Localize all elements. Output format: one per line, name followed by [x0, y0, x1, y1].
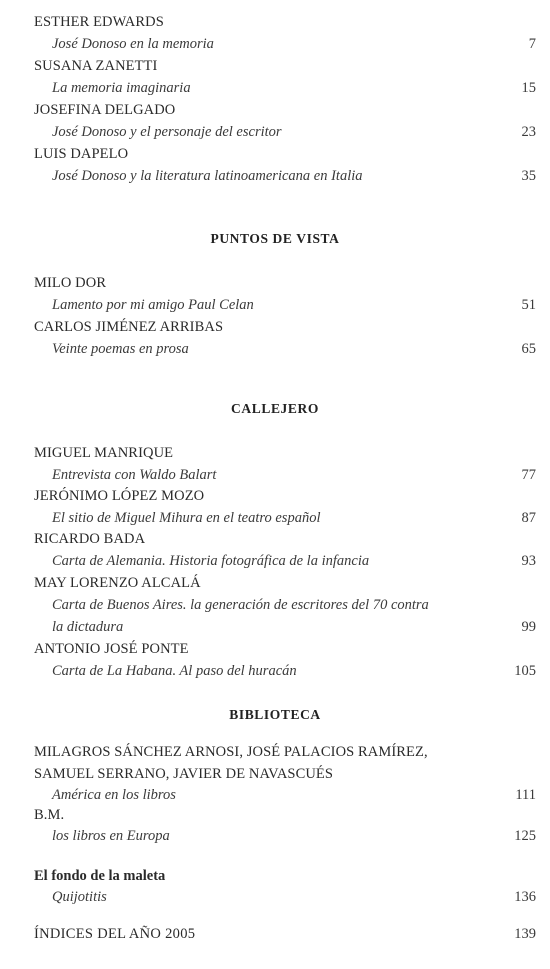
page-number: 125	[514, 828, 536, 844]
author-esther-edwards: ESTHER EDWARDS	[34, 14, 164, 30]
article-title: Carta de Alemania. Historia fotográfica de la infancia	[52, 553, 370, 569]
article-title: José Donoso en la memoria	[52, 36, 214, 52]
section-heading-puntos-de-vista: PUNTOS DE VISTA	[210, 231, 340, 246]
page-number: 65	[521, 341, 536, 357]
article-title: Carta de La Habana. Al paso del huracán	[52, 663, 297, 679]
page-number: 35	[521, 168, 536, 184]
article-title: José Donoso y el personaje del escritor	[52, 124, 282, 140]
author-may-lorenzo-alcala: MAY LORENZO ALCALÁ	[34, 575, 201, 591]
article-title: los libros en Europa	[52, 828, 170, 844]
page-number: 77	[521, 467, 536, 483]
page-number: 15	[521, 80, 536, 96]
author-antonio-jose-ponte: ANTONIO JOSÉ PONTE	[34, 641, 189, 657]
author-miguel-manrique: MIGUEL MANRIQUE	[34, 445, 174, 461]
page-number: 23	[521, 124, 536, 140]
article-title: América en los libros	[52, 787, 176, 803]
author-milo-dor: MILO DOR	[34, 275, 107, 291]
article-title: Lamento por mi amigo Paul Celan	[52, 297, 254, 313]
article-title: José Donoso y la literatura latinoamericana en Italia	[52, 168, 363, 184]
indices-heading: ÍNDICES DEL AÑO 2005	[34, 926, 196, 942]
page-number: 51	[521, 297, 536, 313]
page-number: 7	[528, 36, 536, 52]
page-number: 139	[514, 926, 536, 942]
page-number: 93	[521, 553, 536, 569]
authors-line-2: SAMUEL SERRANO, JAVIER DE NAVASCUÉS	[34, 766, 334, 782]
section-heading-callejero: CALLEJERO	[231, 401, 319, 416]
article-title: El sitio de Miguel Mihura en el teatro español	[52, 510, 321, 526]
author-susana-zanetti: SUSANA ZANETTI	[34, 58, 158, 74]
page-number: 136	[514, 889, 536, 905]
page-number: 105	[514, 663, 536, 679]
article-title: Quijotitis	[52, 889, 107, 905]
section-heading-biblioteca: BIBLIOTECA	[229, 707, 321, 722]
authors-line-1: MILAGROS SÁNCHEZ ARNOSI, JOSÉ PALACIOS RAMÍREZ,	[34, 744, 428, 760]
author-bm: B.M.	[34, 807, 65, 823]
page-number: 99	[521, 619, 536, 635]
author-carlos-jimenez-arribas: CARLOS JIMÉNEZ ARRIBAS	[34, 319, 224, 335]
author-josefina-delgado: JOSEFINA DELGADO	[34, 102, 176, 118]
page-number: 111	[515, 787, 536, 803]
article-title: Entrevista con Waldo Balart	[52, 467, 217, 483]
article-title: La memoria imaginaria	[52, 80, 191, 96]
page-number: 87	[521, 510, 536, 526]
article-title: Veinte poemas en prosa	[52, 341, 189, 357]
article-title-continued: la dictadura	[52, 619, 124, 635]
author-jeronimo-lopez-mozo: JERÓNIMO LÓPEZ MOZO	[34, 488, 205, 504]
fondo-heading: El fondo de la maleta	[34, 868, 166, 884]
author-luis-dapelo: LUIS DAPELO	[34, 146, 129, 162]
article-title: Carta de Buenos Aires. la generación de escritores del 70 contra	[52, 597, 429, 613]
author-ricardo-bada: RICARDO BADA	[34, 531, 146, 547]
